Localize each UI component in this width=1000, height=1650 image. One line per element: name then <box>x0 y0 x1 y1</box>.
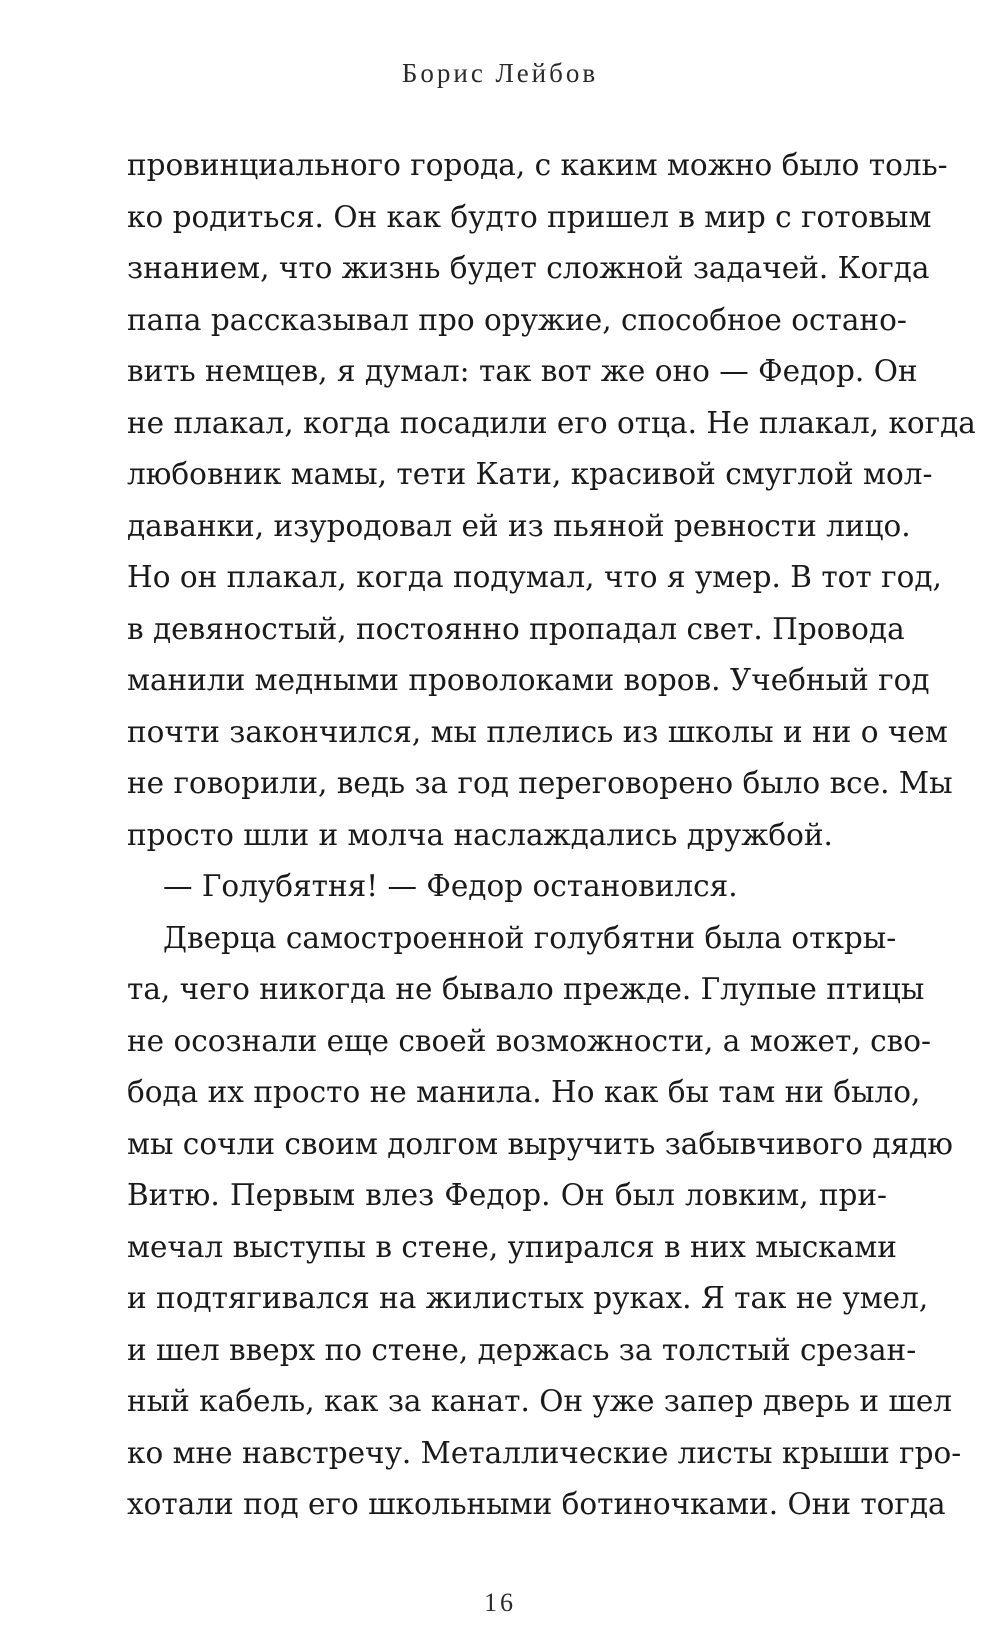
text-line: бода их просто не манила. Но как бы там ни было, <box>127 1075 921 1109</box>
text-line: Витю. Первым влез Федор. Он был ловким, при- <box>127 1178 887 1212</box>
body-text <box>127 140 976 1531</box>
text-line: не говорили, ведь за год переговорено было все. Мы <box>127 766 953 800</box>
text-line: папа рассказывал про оружие, способное остано- <box>127 302 907 337</box>
text-line: провинциального города, с каким можно было толь- <box>127 148 948 182</box>
text-line: та, чего никогда не бывало прежде. Глупые птицы <box>127 972 925 1006</box>
text-line: хотали под его школьными ботиночками. Они тогда <box>127 1487 946 1521</box>
text-line: любовник мамы, тети Кати, красивой смуглой мол- <box>127 457 933 491</box>
text-line: манили медными проволоками воров. Учебный год <box>127 663 930 697</box>
text-line: вить немцев, я думал: так вот же оно — Федор. Он <box>127 354 918 388</box>
text-line: ко родиться. Он как будто пришел в мир с готовым <box>127 199 932 234</box>
text-line: ный кабель, как за канат. Он уже запер дверь и шел <box>127 1384 953 1418</box>
page-number: 16 <box>484 1588 516 1617</box>
paragraph-first-line: Дверца самостроенной голубятни была откры- <box>163 920 897 955</box>
text-line: просто шли и молча наслаждались дружбой. <box>127 817 833 852</box>
text-line: мы сочли своим долгом выручить забывчивого дядю <box>127 1126 953 1161</box>
running-head-author: Борис Лейбов <box>401 58 599 88</box>
text-line: в девяностый, постоянно пропадал свет. Провода <box>127 611 905 646</box>
text-line: ко мне навстречу. Металлические листы крыши гро- <box>127 1435 962 1470</box>
text-line: почти закончился, мы плелись из школы и ни о чем <box>127 714 948 749</box>
text-line: не осознали еще своей возможности, а может, сво- <box>127 1023 931 1058</box>
text-line: и шел вверх по стене, держась за толстый срезан- <box>127 1332 917 1367</box>
text-line: даванки, изуродовал ей из пьяной ревности лицо. <box>127 508 911 543</box>
text-line: не плакал, когда посадили его отца. Не плакал, когда <box>127 405 976 440</box>
text-line: и подтягивался на жилистых руках. Я так не умел, <box>127 1281 929 1315</box>
dialogue-line: — Голубятня! — Федор остановился. <box>163 869 738 903</box>
text-line: знанием, что жизнь будет сложной задачей. Когда <box>127 251 930 285</box>
text-line: мечал выступы в стене, упирался в них мысками <box>127 1229 897 1264</box>
text-line: Но он плакал, когда подумал, что я умер. В тот год, <box>127 560 942 594</box>
